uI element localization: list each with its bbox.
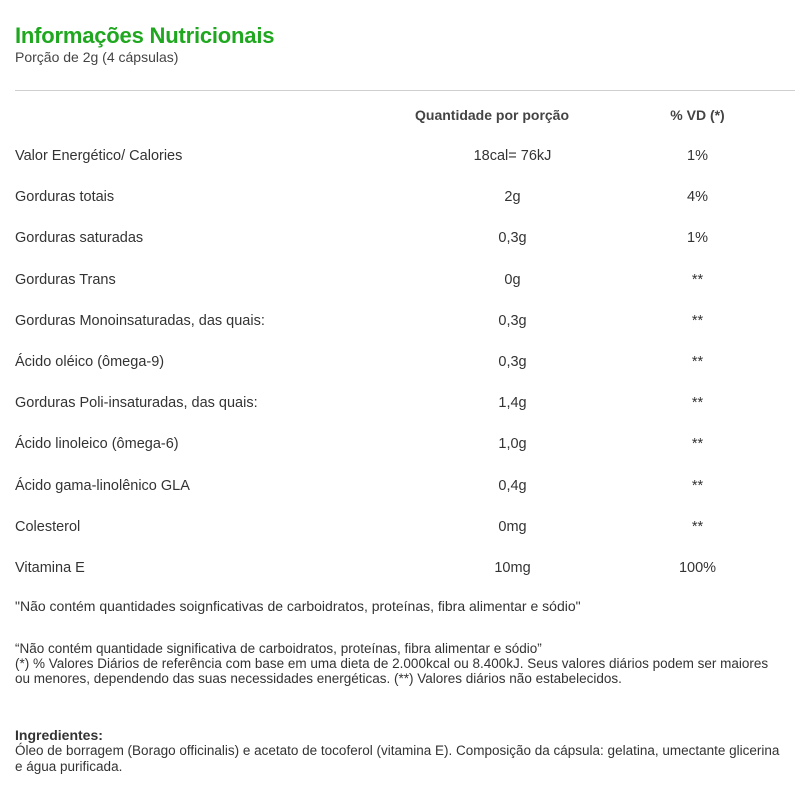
footnote-reference: (*) % Valores Diários de referência com base em uma dieta de 2.000kcal ou 8.400kJ. Seus valores diários podem ser maiores ou menores, dependendo das suas necessidades energéticas. (**) Valores diários não estabelecidos. [15,656,769,686]
nutrient-quantity: 0g [504,271,521,288]
nutrient-name: Gorduras Monoinsaturadas, das quais: [15,312,265,329]
nutrient-quantity: 10mg [494,559,531,576]
nutrient-name: Gorduras Trans [15,271,116,288]
nutrient-name: Colesterol [15,518,81,535]
table-row [15,342,795,383]
nutrient-quantity: 0,4g [498,477,527,494]
nutrient-name: Vitamina E [15,559,85,576]
nutrition-table [15,136,795,589]
nutrient-quantity: 1,4g [498,395,527,412]
table-row [15,383,795,424]
table-row [15,177,795,218]
nutrient-quantity: 2g [504,189,521,206]
nutrient-name: Ácido oléico (ômega-9) [15,353,165,370]
nutrient-vd: 1% [687,230,708,247]
nutrient-quantity: 18cal= 76kJ [473,148,552,164]
header-divider [15,90,795,91]
nutrient-name: Gorduras saturadas [15,230,144,247]
nutrient-name: Ácido linoleico (ômega-6) [15,436,179,453]
nutrient-vd: ** [691,395,704,412]
nutrient-name: Gorduras totais [15,189,115,206]
table-row [15,136,795,177]
column-header-quantity: Quantidade por porção [415,107,570,123]
nutrient-vd: 1% [687,148,708,164]
nutrient-quantity: 1,0g [498,436,527,453]
nutrient-vd: ** [691,477,704,494]
footnote-line: “Não contém quantidade significativa de carboidratos, proteínas, fibra alimentar e sódio” [15,641,542,656]
page-title: Informações Nutricionais [15,23,275,48]
nutrient-vd: ** [691,436,704,453]
nutrient-vd: ** [691,312,704,329]
nutrient-quantity: 0mg [498,518,527,535]
nutrient-vd: ** [691,518,704,535]
nutrient-vd: ** [691,271,704,288]
nutrient-quantity: 0,3g [498,312,527,329]
nutrient-quantity: 0,3g [498,230,527,247]
ingredients-text: Óleo de borragem (Borago officinalis) e acetato de tocoferol (vitamina E). Composição da cápsula: gelatina, umectante glicerina e água purificada. [15,743,780,774]
table-row [15,260,795,301]
table-row [15,218,795,259]
nutrient-quantity: 0,3g [498,353,527,370]
nutrient-vd: 4% [687,189,708,206]
nutrient-vd: 100% [678,559,717,576]
footnote-block [15,641,785,686]
table-row [15,548,795,589]
ingredients-title: Ingredientes: [15,727,103,743]
table-row [15,507,795,548]
nutrient-vd: ** [691,353,704,370]
table-row [15,466,795,507]
nutrient-name: Valor Energético/ Calories [15,148,183,164]
footnote-primary: "Não contém quantidades soignficativas de carboidratos, proteínas, fibra alimentar e sódio" [15,598,581,614]
nutrient-name: Gorduras Poli-insaturadas, das quais: [15,395,258,412]
table-row [15,301,795,342]
column-header-vd: % VD (*) [670,107,725,123]
table-row [15,424,795,465]
nutrient-name: Ácido gama-linolênico GLA [15,477,190,494]
portion-size: Porção de 2g (4 cápsulas) [15,49,179,65]
